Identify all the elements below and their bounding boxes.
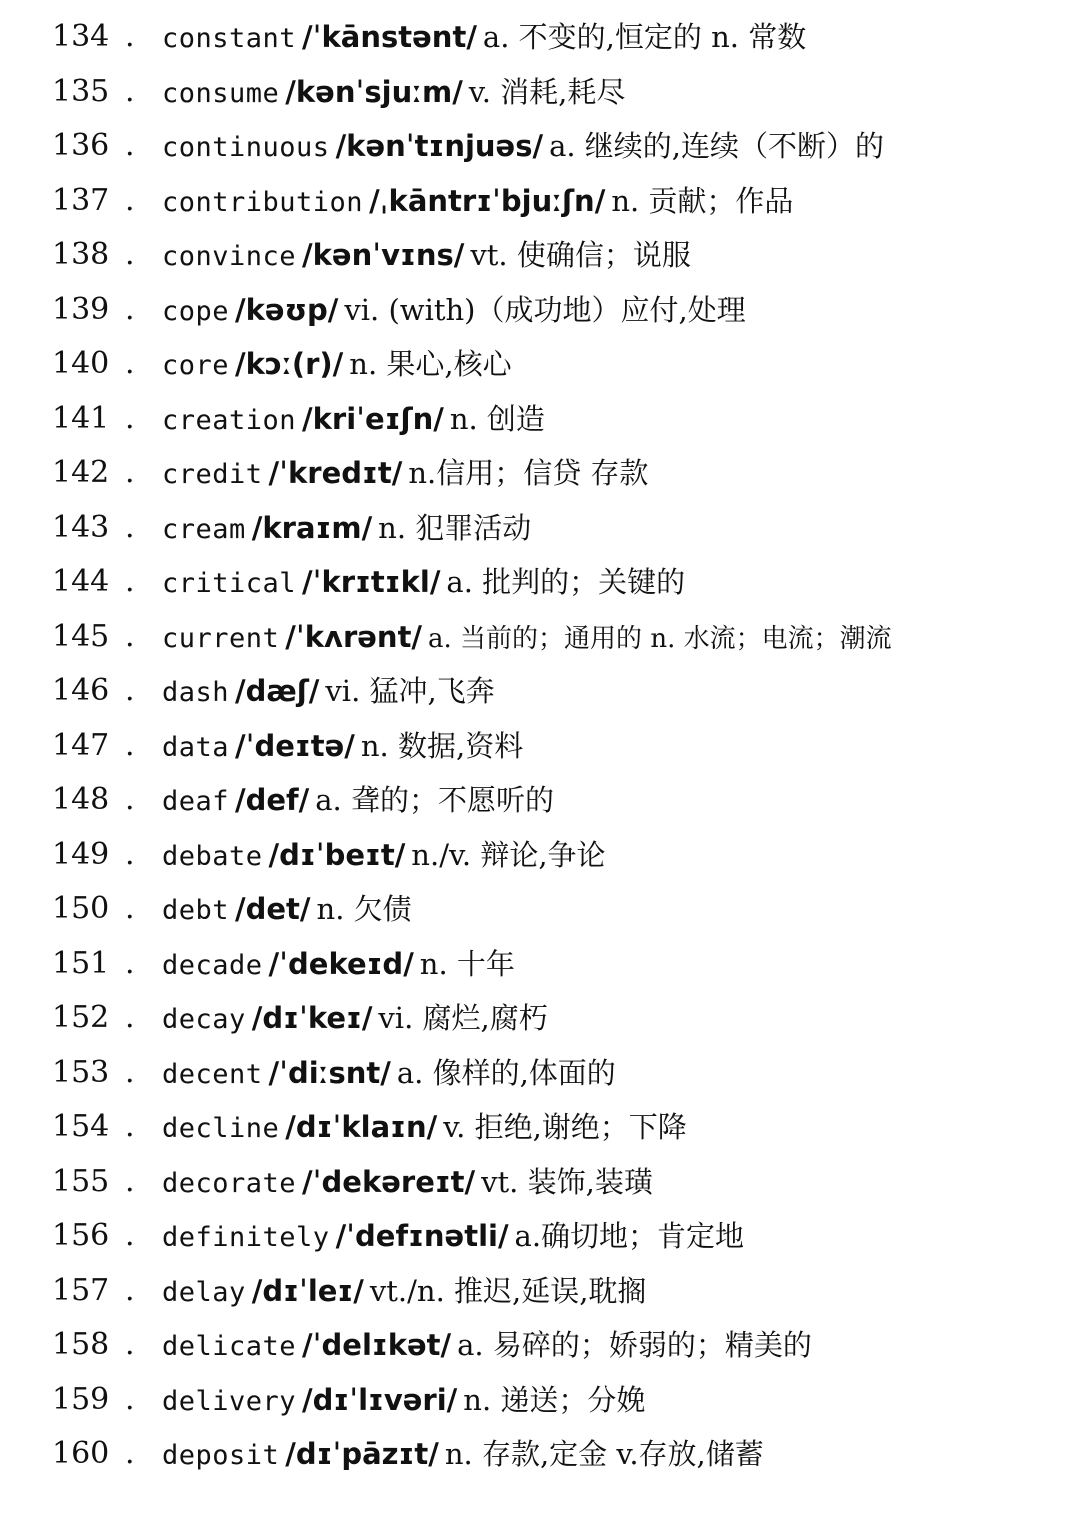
entry-phonetic: /kriˈeɪʃn/ [302,401,444,436]
entry-definition: vt. 使确信；说服 [470,238,691,272]
vocab-entry [0,1373,1080,1428]
entry-word: credit [162,459,263,490]
entry-phonetic: /ˌkāntrɪˈbjuːʃn/ [369,183,606,218]
entry-definition: vi. 腐烂,腐朽 [378,1001,548,1035]
entry-word: decay [162,1004,246,1035]
vocab-entry [0,828,1080,883]
entry-definition: n. 递送；分娩 [463,1382,646,1417]
entry-word: constant [162,23,297,54]
entry-phonetic: /ˈdeɪtə/ [235,728,355,763]
entry-phonetic: /dɪˈleɪ/ [251,1273,364,1308]
entry-word: core [162,350,230,381]
entry-definition: v. 拒绝,谢绝；下降 [443,1110,687,1144]
entry-definition: vt. 装饰,装璜 [481,1164,653,1199]
entry-body [162,119,884,180]
entry-dot: . [125,1327,135,1362]
entry-body [162,10,806,71]
entry-dot: . [125,182,135,218]
entry-dot: . [125,400,135,436]
entry-word: deposit [162,1440,280,1471]
entry-definition: n. 贡献；作品 [611,183,794,218]
entry-definition: a. 聋的；不愿听的 [315,783,554,817]
entry-definition: vi. 猛冲,飞奔 [325,674,495,708]
entry-number: 143 [52,509,110,545]
entry-dot: . [125,455,135,490]
vocab-entry [0,228,1080,283]
vocab-entry [0,719,1080,774]
entry-number: 157 [52,1272,110,1308]
entry-word: debate [162,840,263,872]
entry-body [162,719,523,780]
entry-body [162,991,548,1052]
entry-number: 137 [52,182,110,218]
entry-phonetic: /dæʃ/ [235,674,320,708]
entry-dot: . [125,19,135,54]
entry-word: cream [162,513,246,545]
vocab-entry [0,337,1080,392]
entry-definition: a. 继续的,连续（不断）的 [549,129,885,163]
entry-word: decent [162,1058,263,1090]
entry-body [162,392,545,453]
vocab-entry [0,664,1080,719]
entry-definition: n. 数据,资料 [360,728,524,763]
entry-definition: n. 犯罪活动 [378,510,532,545]
entry-number: 136 [52,128,110,163]
entry-phonetic: /kɔː(r)/ [235,347,344,381]
entry-dot: . [125,291,135,327]
entry-word: delicate [162,1331,297,1362]
entry-phonetic: /dɪˈbeɪt/ [268,837,406,872]
vocab-entry [0,937,1080,992]
entry-word: consume [162,77,280,109]
entry-definition: v. 消耗,耗尽 [468,74,626,109]
entry-word: data [162,731,230,763]
entry-body [162,882,412,943]
entry-body [162,828,606,889]
entry-body [162,773,554,834]
entry-body [162,1155,653,1216]
entry-number: 144 [52,564,110,599]
vocabulary-list [0,10,1080,1482]
entry-body [162,1373,645,1434]
entry-number: 150 [52,891,110,926]
entry-dot: . [125,73,135,109]
vocab-entry [0,283,1080,338]
entry-number: 138 [52,237,110,272]
entry-number: 148 [52,782,110,817]
entry-phonetic: /ˈdiːsnt/ [268,1055,391,1090]
entry-phonetic: /kəʊp/ [235,292,339,327]
entry-dot: . [125,1000,135,1035]
entry-number: 134 [52,19,110,54]
entry-number: 160 [52,1436,110,1471]
entry-body [162,228,691,289]
vocab-entry [0,1264,1080,1319]
vocab-entry [0,1155,1080,1210]
entry-body [162,446,648,507]
entry-dot: . [125,945,135,981]
vocab-entry [0,501,1080,556]
entry-number: 152 [52,1000,110,1035]
entry-phonetic: /dɪˈkeɪ/ [251,1001,373,1035]
vocab-entry [0,446,1080,501]
entry-number: 140 [52,346,110,381]
entry-word: delivery [162,1385,297,1417]
entry-phonetic: /ˈdekəreɪt/ [302,1164,476,1199]
entry-number: 142 [52,455,110,490]
vocab-entry [0,1427,1080,1482]
entry-dot: . [125,836,135,872]
entry-phonetic: /dɪˈklaɪn/ [285,1110,438,1144]
entry-word: cope [162,295,230,327]
entry-word: convince [162,241,297,272]
vocab-entry [0,555,1080,610]
entry-phonetic: /def/ [235,783,310,817]
vocab-entry [0,610,1080,665]
entry-dot: . [125,1218,135,1253]
entry-phonetic: /kənˈsjuːm/ [285,74,463,109]
entry-body [162,555,685,616]
entry-dot: . [125,1054,135,1090]
entry-definition: a.确切地；肯定地 [514,1219,745,1253]
entry-dot: . [125,1436,135,1471]
entry-number: 135 [52,73,110,109]
entry-dot: . [125,1109,135,1144]
entry-definition: n./v. 辩论,争论 [411,837,606,872]
entry-body [162,1100,687,1161]
entry-number: 159 [52,1381,110,1417]
entry-definition: a. 易碎的；娇弱的；精美的 [457,1328,812,1362]
entry-word: decline [162,1113,280,1144]
entry-word: current [162,622,280,654]
vocab-entry [0,773,1080,828]
entry-body [162,610,892,671]
entry-number: 153 [52,1054,110,1090]
entry-word: creation [162,404,297,436]
entry-dot: . [125,891,135,926]
entry-number: 145 [52,618,110,654]
entry-definition: n. 创造 [449,401,545,436]
entry-dot: . [125,1272,135,1308]
vocab-entry [0,1318,1080,1373]
entry-definition: a. 当前的；通用的 n. 水流；电流；潮流 [428,623,892,654]
entry-body [162,1046,616,1107]
entry-phonetic: /dɪˈlɪvəri/ [302,1382,458,1417]
entry-word: debt [162,895,230,926]
entry-word: continuous [162,132,330,163]
entry-phonetic: /ˈdefɪnətli/ [335,1219,509,1253]
entry-dot: . [125,673,135,708]
vocab-entry [0,1209,1080,1264]
entry-definition: n. 欠债 [316,892,412,926]
entry-number: 154 [52,1109,110,1144]
entry-word: contribution [162,186,364,218]
entry-definition: vt./n. 推迟,延误,耽搁 [369,1273,647,1308]
entry-word: deaf [162,786,230,817]
entry-phonetic: /kraɪm/ [251,510,373,545]
entry-body [162,174,793,235]
entry-number: 156 [52,1218,110,1253]
entry-word: decade [162,949,263,981]
entry-phonetic: /kənˈvɪns/ [302,238,465,272]
vocab-entry [0,1046,1080,1101]
vocab-entry [0,1100,1080,1155]
entry-word: decorate [162,1167,297,1199]
entry-phonetic: /ˈkʌrənt/ [285,619,423,654]
entry-dot: . [125,509,135,545]
entry-number: 147 [52,727,110,763]
entry-number: 139 [52,291,110,327]
vocab-entry [0,119,1080,174]
entry-phonetic: /kənˈtɪnjuəs/ [335,129,544,163]
entry-definition: n. 果心,核心 [349,347,512,381]
entry-dot: . [125,564,135,599]
vocab-entry [0,174,1080,229]
entry-phonetic: /ˈkānstənt/ [302,20,477,54]
entry-number: 151 [52,945,110,981]
entry-body [162,337,512,398]
entry-phonetic: /ˈkrɪtɪkl/ [302,565,441,599]
entry-phonetic: /ˈdekeɪd/ [268,946,414,981]
vocab-entry [0,10,1080,65]
vocab-entry [0,392,1080,447]
entry-body [162,1264,646,1325]
entry-body [162,1318,812,1379]
entry-body [162,1209,744,1270]
vocab-entry [0,882,1080,937]
entry-number: 155 [52,1163,110,1199]
entry-definition: vi. (with)（成功地）应付,处理 [344,292,746,327]
entry-word: definitely [162,1222,330,1253]
entry-body [162,937,515,998]
entry-word: delay [162,1276,246,1308]
entry-number: 149 [52,836,110,872]
entry-dot: . [125,727,135,763]
entry-definition: n. 存款,定金 v.存放,储蓄 [444,1437,764,1471]
entry-definition: a. 批判的；关键的 [446,565,686,599]
entry-number: 141 [52,400,110,436]
entry-definition: a. 像样的,体面的 [396,1055,616,1090]
entry-body [162,501,531,562]
vocab-entry [0,991,1080,1046]
entry-word: dash [162,677,230,708]
entry-definition: n.信用；信贷 存款 [408,456,649,490]
entry-phonetic: /dɪˈpāzɪt/ [285,1437,439,1471]
entry-dot: . [125,128,135,163]
entry-dot: . [125,1163,135,1199]
entry-word: critical [162,568,297,599]
entry-number: 158 [52,1327,110,1362]
entry-phonetic: /ˈkredɪt/ [268,456,403,490]
entry-dot: . [125,1381,135,1417]
entry-dot: . [125,237,135,272]
entry-phonetic: /det/ [235,892,311,926]
entry-definition: a. 不变的,恒定的 n. 常数 [482,20,807,54]
entry-number: 146 [52,673,110,708]
entry-dot: . [125,618,135,654]
entry-definition: n. 十年 [419,946,515,981]
entry-body [162,283,746,344]
entry-body [162,65,625,126]
entry-phonetic: /ˈdelɪkət/ [302,1328,452,1362]
entry-body [162,1427,764,1488]
entry-body [162,664,495,725]
entry-dot: . [125,782,135,817]
vocab-entry [0,65,1080,120]
entry-dot: . [125,346,135,381]
